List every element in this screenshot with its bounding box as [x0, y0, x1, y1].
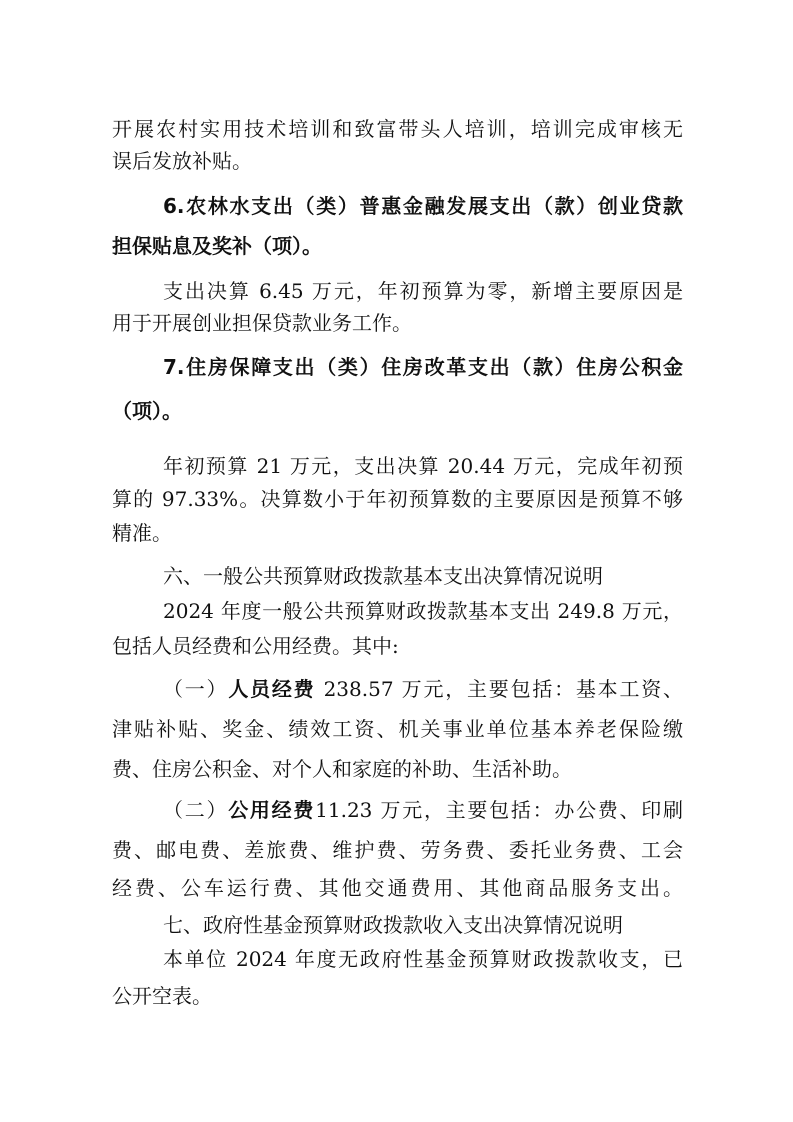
body-text-line: 本单位 2024 年度无政府性基金预算财政拨款收支，已: [163, 947, 683, 971]
body-text-line: 年初预算 21 万元，支出决算 20.44 万元，完成年初预: [163, 454, 683, 478]
body-text-line: 支出决算 6.45 万元，年初预算为零，新增主要原因是: [163, 279, 683, 303]
body-text-line: 开展农村实用技术培训和致富带头人培训，培训完成审核无: [112, 117, 683, 141]
body-text-line: 误后发放补贴。: [112, 149, 252, 173]
body-text-line: 包括人员经费和公用经费。其中:: [112, 634, 399, 658]
chapter-heading-6: 六、一般公共预算财政拨款基本支出决算情况说明: [163, 564, 603, 588]
body-text-line: 津贴补贴、奖金、绩效工资、机关事业单位基本养老保险缴: [112, 717, 683, 741]
section-heading-6: 6.农林水支出（类）普惠金融发展支出（款）创业贷款: [163, 194, 683, 218]
chapter-heading-7: 七、政府性基金预算财政拨款收入支出决算情况说明: [163, 913, 623, 937]
item-prefix: （二）: [163, 798, 229, 822]
public-expense-line: [163, 797, 683, 823]
body-text-line: 费、住房公积金、对个人和家庭的补助、生活补助。: [112, 757, 572, 781]
body-text-line: 用于开展创业担保贷款业务工作。: [112, 311, 412, 335]
public-expense-text: 11.23 万元，主要包括：办公费、印刷: [315, 798, 684, 822]
section-heading-7: 7.住房保障支出（类）住房改革支出（款）住房公积金: [163, 355, 683, 379]
personnel-expense-line: [163, 676, 683, 702]
personnel-expense-text: 238.57 万元，主要包括：基本工资、: [315, 677, 683, 701]
section-heading-6-cont: 担保贴息及奖补（项）。: [112, 234, 322, 258]
body-text-line: 精准。: [112, 521, 172, 545]
public-expense-term: 公用经费: [228, 798, 316, 822]
section-heading-7-cont: （项）。: [112, 399, 182, 423]
body-text-line: 2024 年度一般公共预算财政拨款基本支出 249.8 万元，: [163, 599, 683, 623]
body-text-line: 算的 97.33%。决算数小于年初预算数的主要原因是预算不够: [112, 487, 683, 511]
body-text-line: 经费、公车运行费、其他交通费用、其他商品服务支出。: [112, 876, 683, 900]
body-text-line: 公开空表。: [112, 984, 212, 1008]
personnel-expense-term: 人员经费: [228, 677, 316, 701]
body-text-line: 费、邮电费、差旅费、维护费、劳务费、委托业务费、工会: [112, 838, 683, 862]
item-prefix: （一）: [163, 677, 229, 701]
